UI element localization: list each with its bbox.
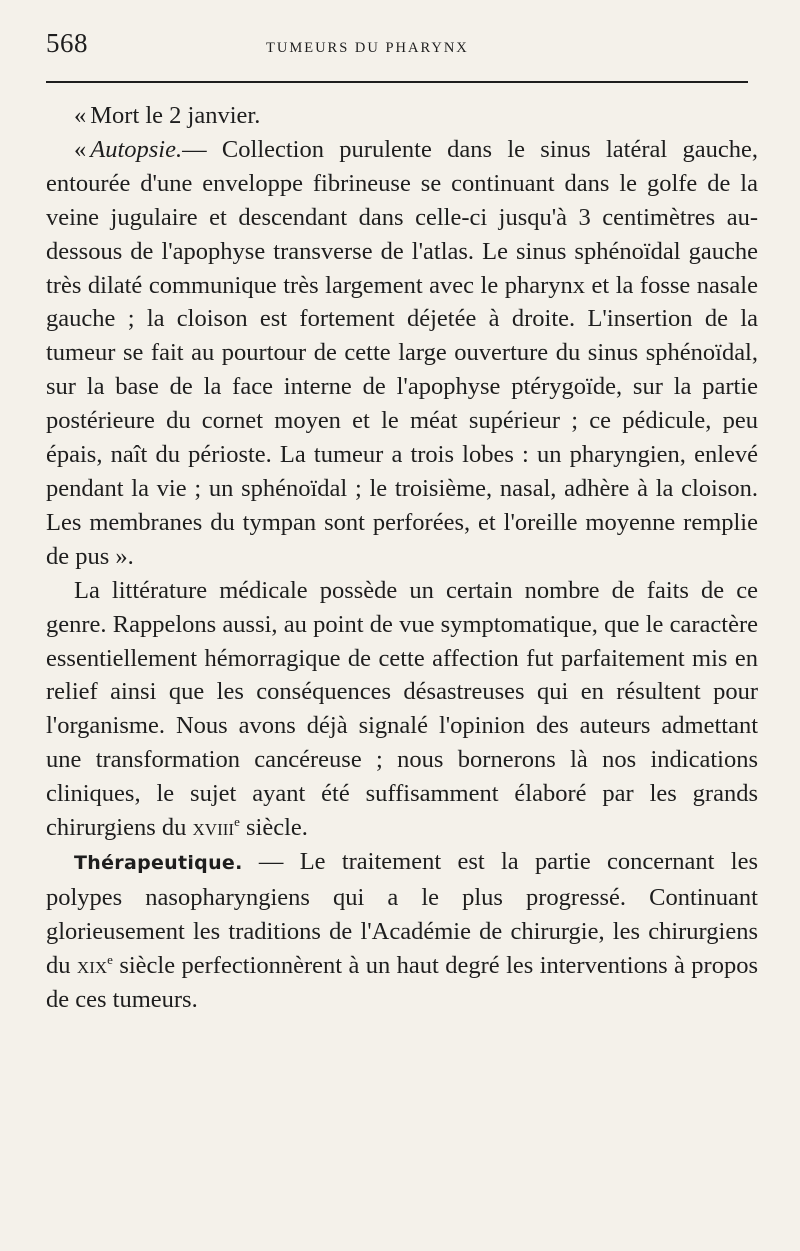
autopsy-label: Autopsie. — [90, 135, 183, 163]
century-numeral: xix — [76, 951, 108, 979]
opening-quote: « — [74, 102, 87, 129]
paragraph-autopsy — [46, 133, 758, 574]
paragraph-text: La littérature médicale possède un certain nombre de faits de ce genre. Rappelons aussi, au point de vue symptomatique, que le caractère essentiellement hémorragique de cette affection fut parfaitement mis en relief ainsi que les conséquences désastreuses qui en résultent pour l'organisme. Nous avons déjà signalé l'opinion des auteurs admettant une transformation cancéreuse ; nous bornerons là nos indications cliniques, le sujet ayant été suffisamment élaboré par les grands chirurgiens du — [46, 576, 758, 842]
paragraph-literature — [46, 574, 758, 845]
page-number: 568 — [46, 28, 88, 58]
century-superscript: e — [107, 951, 113, 967]
paragraph-death-date — [46, 99, 758, 133]
opening-quote: « — [74, 135, 87, 163]
century-superscript: e — [234, 814, 240, 830]
therapeutique-heading: Thérapeutique. — [74, 851, 243, 874]
paragraph-text: Mort le 2 janvier. — [90, 102, 261, 129]
header-rule — [46, 81, 748, 83]
running-head — [46, 28, 758, 68]
body-text — [46, 99, 758, 1016]
paragraph-text: — Collection purulente dans le sinus latéral gauche, entourée d'une enveloppe fibrineuse se continuant dans le golfe de la veine jugulaire et descendant dans celle-ci jusqu'à 3 centimètres au-dessous de l'apophyse transverse de l'atlas. Le sinus sphénoïdal gauche très dilaté communique très largement avec le pharynx et la fosse nasale gauche ; la cloison est fortement déjetée à droite. L'insertion de la tumeur se fait au pourtour de cette large ouverture du sinus sphénoïdal, sur la base de la face interne de l'apophyse ptérygoïde, sur la partie postérieure du cornet moyen et le méat supérieur ; ce pédicule, peu épais, naît du périoste. La tumeur a trois lobes : un pharyngien, enlevé pendant la vie ; un sphénoïdal ; le troisième, nasal, adhère à la cloison. Les membranes du tympan sont perforées, et l'oreille moyenne remplie de pus ». — [46, 135, 758, 570]
century-numeral: xviii — [192, 814, 235, 842]
paragraph-therapeutique — [46, 845, 758, 1017]
paragraph-text-end: siècle. — [245, 814, 308, 842]
paragraph-text: — Le traitement est la partie concernant les polypes nasopharyngiens qui a le plus progressé. Continuant glorieusement les traditions de l'Académie de chirurgie, les chirurgiens du — [46, 847, 758, 979]
paragraph-text-end: siècle perfectionnèrent à un haut degré les interventions à propos de ces tumeurs. — [46, 951, 759, 1013]
running-title: TUMEURS DU PHARYNX — [266, 40, 469, 56]
